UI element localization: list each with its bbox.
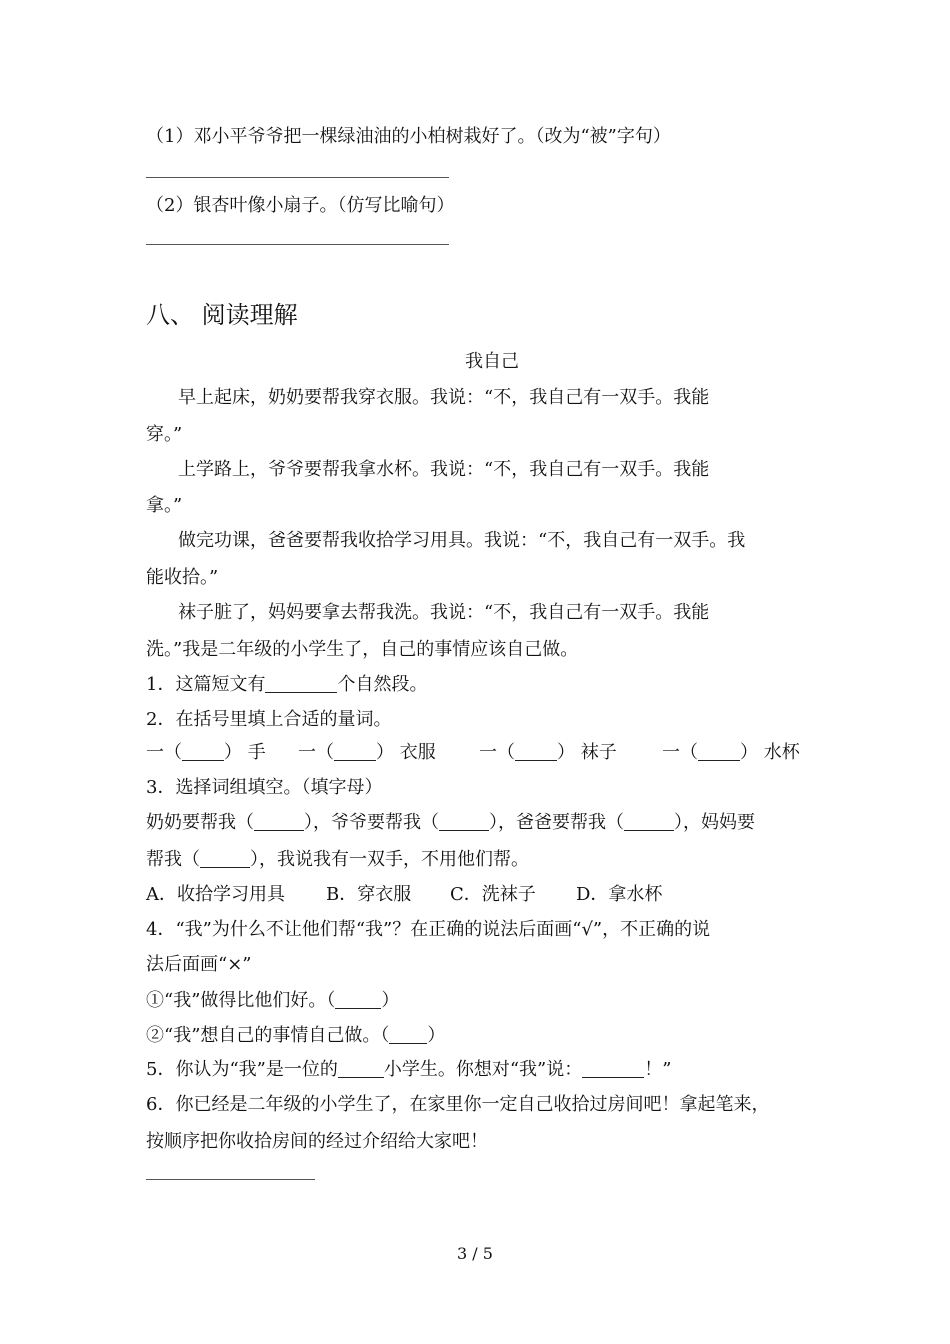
measure-word-item: 一（ ） 袜子 (479, 742, 617, 763)
exercise-1-text-end: 个自然段。 (337, 674, 428, 695)
paragraph-count-blank[interactable] (265, 674, 337, 693)
answer-line-1 (146, 177, 449, 178)
passage-line: 拿。” (146, 495, 183, 516)
question-2: （2）银杏叶像小扇子。（仿写比喻句） (146, 195, 455, 216)
passage-line: 穿。” (146, 424, 183, 445)
measure-word-item: 一（ ） 手 (146, 742, 266, 763)
section-heading: 八、 阅读理解 (146, 301, 298, 329)
exercise-1-text: 1．这篇短文有 (146, 674, 266, 695)
measure-word-blank[interactable] (182, 742, 224, 761)
question-1: （1）邓小平爷爷把一棵绿油油的小柏树栽好了。（改为“被”字句） (146, 126, 671, 147)
exercise-3-line-2: 帮我（ ），我说我有一双手，不用他们帮。 (146, 849, 529, 870)
answer-line-6 (146, 1179, 315, 1180)
passage-line: 做完功课，爸爸要帮我收拾学习用具。我说：“不，我自己有一双手。我 (178, 530, 746, 551)
option-a: A．收拾学习用具 (146, 884, 285, 905)
passage-title: 我自己 (465, 351, 519, 372)
letter-blank[interactable] (200, 849, 250, 868)
measure-word-item: 一（ ） 水杯 (662, 742, 800, 763)
judgement-blank[interactable] (335, 990, 381, 1009)
measure-word-blank[interactable] (334, 742, 376, 761)
message-blank[interactable] (582, 1059, 644, 1078)
measure-word-item: 一（ ） 衣服 (298, 742, 436, 763)
exercise-2: 2．在括号里填上合适的量词。 (146, 709, 392, 730)
exercise-6-line-2: 按顺序把你收拾房间的经过介绍给大家吧！ (146, 1131, 488, 1152)
passage-line: 能收拾。” (146, 567, 219, 588)
option-c: C．洗袜子 (450, 884, 536, 905)
letter-blank[interactable] (439, 812, 489, 831)
adjective-blank[interactable] (338, 1059, 384, 1078)
letter-blank[interactable] (254, 812, 304, 831)
judgement-item: ①“我”做得比他们好。（ ） (146, 990, 400, 1011)
option-d: D．拿水杯 (576, 884, 663, 905)
passage-line: 早上起床，奶奶要帮我穿衣服。我说：“不，我自己有一双手。我能 (178, 387, 710, 408)
page-number: 3 / 5 (457, 1244, 493, 1263)
answer-line-2 (146, 244, 449, 245)
judgement-blank[interactable] (389, 1025, 427, 1044)
judgement-item: ②“我”想自己的事情自己做。（ ） (146, 1025, 446, 1046)
option-b: B．穿衣服 (326, 884, 412, 905)
exercise-5: 5．你认为“我”是一位的 小学生。你想对“我”说： ！” (146, 1059, 672, 1080)
letter-blank[interactable] (624, 812, 674, 831)
exercise-3-line-1: 奶奶要帮我（ ），爷爷要帮我（ ），爸爸要帮我（ ），妈妈要 (146, 812, 755, 833)
measure-word-blank[interactable] (698, 742, 740, 761)
exercise-1 (146, 670, 427, 696)
exercise-4-line-1: 4．“我”为什么不让他们帮“我”？在正确的说法后面画“√”，不正确的说 (146, 919, 711, 940)
passage-line: 上学路上，爷爷要帮我拿水杯。我说：“不，我自己有一双手。我能 (178, 459, 710, 480)
exercise-4-line-2: 法后面画“×” (146, 954, 252, 975)
passage-line: 袜子脏了，妈妈要拿去帮我洗。我说：“不，我自己有一双手。我能 (178, 602, 710, 623)
exercise-3: 3．选择词组填空。（填字母） (146, 777, 383, 798)
passage-line: 洗。”我是二年级的小学生了，自己的事情应该自己做。 (146, 639, 579, 660)
exercise-6-line-1: 6．你已经是二年级的小学生了，在家里你一定自己收拾过房间吧！拿起笔来， (146, 1094, 770, 1115)
measure-word-blank[interactable] (515, 742, 557, 761)
